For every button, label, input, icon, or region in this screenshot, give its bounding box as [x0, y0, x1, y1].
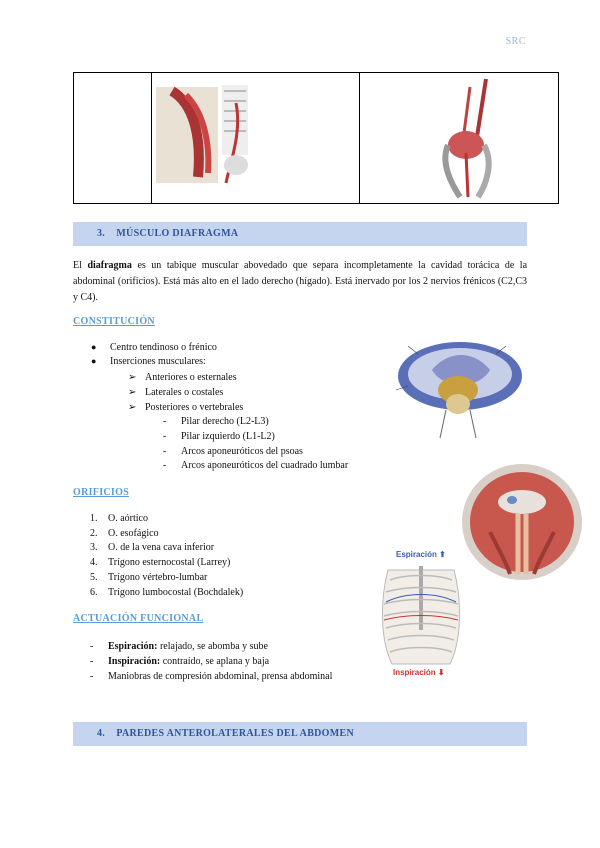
diaphragm-inferior-figure — [460, 462, 584, 582]
list-item: Espiración: relajado, se abomba y sube — [108, 641, 268, 652]
section-3-header — [73, 222, 527, 246]
arrow-up-icon: ⬆ — [439, 550, 446, 559]
image-table — [73, 72, 559, 204]
list-item: Arcos aponeuróticos del psoas — [181, 446, 303, 457]
list-item: O. de la vena cava inferior — [108, 542, 215, 553]
constitucion-heading: CONSTITUCIÓN — [73, 316, 155, 327]
actuacion-heading: ACTUACIÓN FUNCIONAL — [73, 613, 204, 624]
list-item: Inserciones musculares: — [110, 356, 206, 367]
arrow-bullet-icon: ➢ — [128, 372, 137, 383]
inspiracion-label: Inspiración ⬇ — [393, 668, 445, 677]
list-item: O. esofágico — [108, 528, 159, 539]
diaphragm-pelvis-image-cell — [359, 73, 558, 204]
section-3-title: 3. MÚSCULO DIAFRAGMA — [97, 228, 239, 239]
arrow-bullet-icon: ➢ — [128, 402, 137, 413]
list-item: Centro tendinoso o frénico — [110, 342, 217, 353]
list-item: Anteriores o esternales — [145, 372, 237, 383]
header-tag: SRC — [505, 36, 526, 47]
list-item: Arcos aponeuróticos del cuadrado lumbar — [181, 460, 349, 471]
psoas-illustration — [152, 73, 360, 203]
intro-paragraph: El diafragma es un tabique muscular abovedado que separa incompletamente la cavidad torácica de la abdominal (orificios). Está más alto en el lado derecho (hígado). Está inervado por los 2 nervios frénicos (C2,C3 y C4). — [73, 260, 528, 303]
arrow-down-icon: ⬇ — [437, 668, 445, 677]
muscle-image-cell — [152, 73, 359, 204]
list-item: Laterales o costales — [145, 387, 224, 398]
list-item: Trígono vértebro-lumbar — [108, 572, 208, 583]
section-4-title: 4. PAREDES ANTEROLATERALES DEL ABDOMEN — [97, 728, 354, 739]
list-item: O. aórtico — [108, 513, 148, 524]
list-item: Trígono esternocostal (Larrey) — [108, 557, 231, 568]
section-4-header — [73, 722, 527, 746]
arrow-bullet-icon: ➢ — [128, 387, 137, 398]
list-item: Inspiración: contraído, se aplana y baja — [108, 656, 270, 667]
ribcage-respiration-figure — [376, 560, 466, 668]
list-item: Trígono lumbocostal (Bochdalek) — [108, 587, 244, 598]
diaphragm-superior-figure — [388, 330, 528, 442]
orificios-heading: ORIFICIOS — [73, 487, 130, 498]
term-diafragma: diafragma — [87, 260, 132, 271]
espiracion-label: Espiración ⬆ — [396, 550, 446, 559]
empty-cell — [74, 73, 152, 204]
list-item: Pilar derecho (L2-L3) — [181, 416, 269, 427]
list-item: Maniobras de compresión abdominal, prensa abdominal — [108, 671, 333, 682]
list-item: Pilar izquierdo (L1-L2) — [181, 431, 275, 442]
pelvis-illustration — [360, 73, 560, 203]
list-item: Posteriores o vertebrales — [145, 402, 244, 413]
